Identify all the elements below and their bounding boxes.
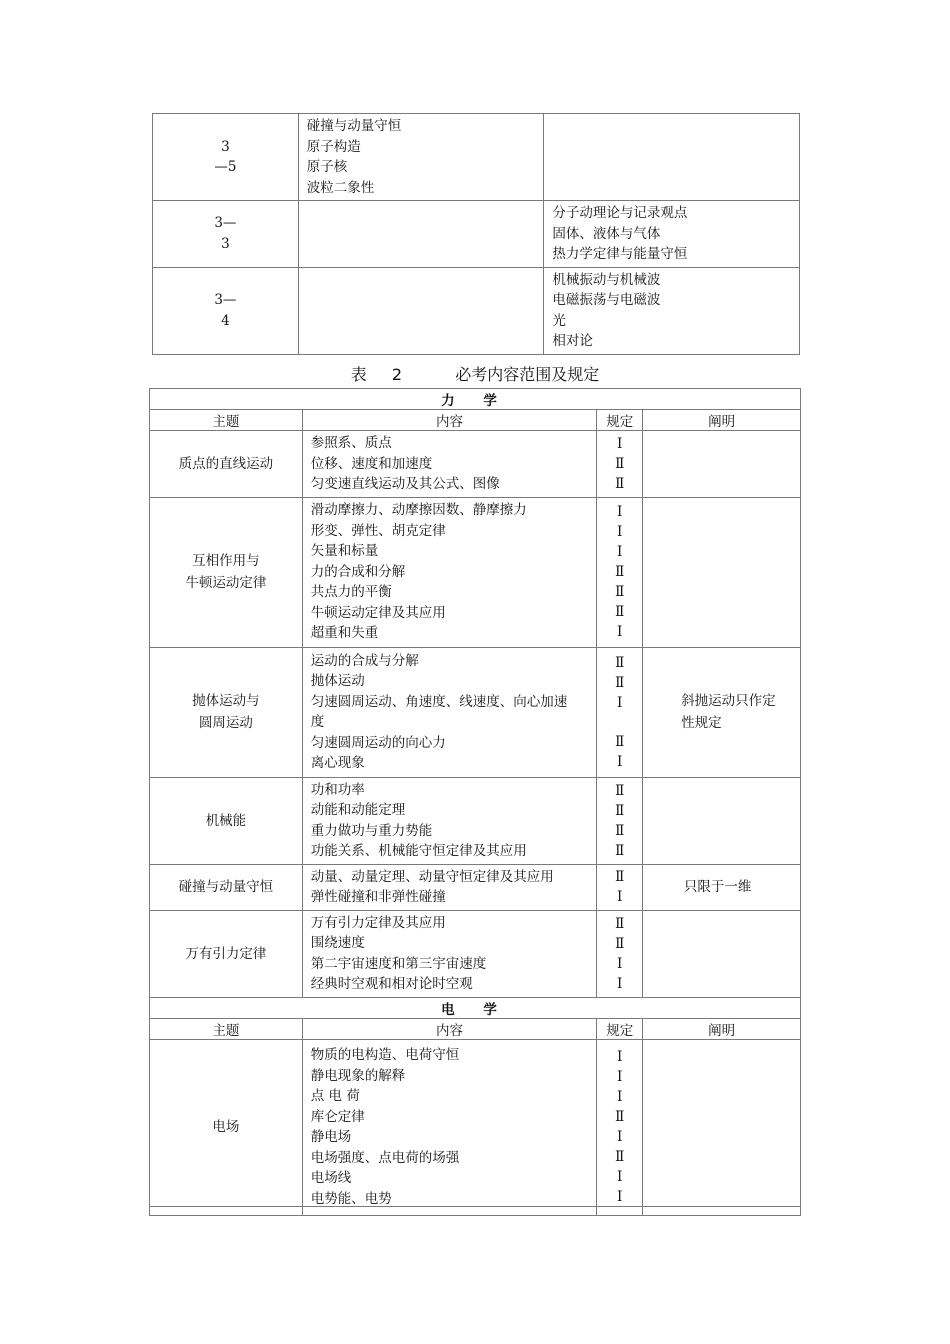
topic-cell-line: 牛顿运动定律 bbox=[185, 575, 267, 591]
content-line: 波粒二象性 bbox=[306, 179, 375, 196]
content-line: 光 bbox=[552, 312, 566, 329]
requirement-cell-line: Ⅱ bbox=[615, 455, 625, 472]
module-cell bbox=[153, 267, 299, 354]
content-cell-line: 重力做功与重力势能 bbox=[310, 822, 433, 839]
content-cell bbox=[302, 777, 597, 864]
topic-cell-line: 抛体运动与 bbox=[192, 693, 260, 709]
content-cell bbox=[298, 201, 544, 268]
requirement-cell-line: Ⅱ bbox=[615, 475, 625, 492]
requirement-cell-line: Ⅰ bbox=[617, 504, 623, 520]
requirement-cell bbox=[597, 431, 643, 498]
header-row bbox=[150, 1018, 801, 1039]
content-cell bbox=[544, 201, 800, 268]
content-cell bbox=[302, 431, 597, 498]
content-cell-line: 静电场 bbox=[310, 1129, 352, 1145]
requirement-cell bbox=[597, 647, 643, 777]
content-cell-line: 功能关系、机械能守恒定律及其应用 bbox=[310, 843, 527, 859]
section-title: 电 学 bbox=[150, 997, 801, 1018]
requirement-cell-line: Ⅰ bbox=[617, 544, 623, 560]
requirement-cell-line bbox=[597, 713, 642, 732]
requirement-cell-line: Ⅱ bbox=[615, 915, 625, 932]
content-cell-line: 万有引力定律及其应用 bbox=[310, 914, 446, 931]
requirement-cell-line: Ⅰ bbox=[617, 1049, 623, 1065]
content-cell bbox=[302, 1039, 597, 1215]
content-cell-line: 电场线 bbox=[310, 1170, 352, 1186]
note-cell bbox=[643, 647, 801, 777]
requirement-cell bbox=[597, 1039, 643, 1215]
section-row bbox=[150, 389, 801, 410]
content-cell-line: 库仑定律 bbox=[310, 1108, 365, 1125]
content-cell-line: 超重和失重 bbox=[310, 625, 379, 642]
content-cell-line: 抛体运动 bbox=[310, 673, 365, 689]
requirement-cell-line: Ⅰ bbox=[617, 1169, 623, 1185]
content-cell-line: 度 bbox=[310, 714, 325, 730]
table-row bbox=[150, 1039, 801, 1215]
table-bottom-rule bbox=[149, 1206, 801, 1207]
topic-cell bbox=[150, 497, 303, 647]
requirement-cell-line: Ⅱ bbox=[615, 604, 625, 620]
table-row bbox=[153, 114, 800, 201]
content-cell-line: 矢量和标量 bbox=[310, 543, 379, 560]
content-cell-line: 匀变速直线运动及其公式、图像 bbox=[310, 476, 500, 492]
content-line: 原子核 bbox=[306, 159, 348, 175]
content-line: 碰撞与动量守恒 bbox=[306, 118, 402, 134]
module-line: 3 bbox=[221, 138, 230, 155]
content-cell-line: 第二宇宙速度和第三宇宙速度 bbox=[310, 955, 487, 972]
content-cell-line: 弹性碰撞和非弹性碰撞 bbox=[310, 889, 446, 905]
content-line: 分子动理论与记录观点 bbox=[552, 205, 688, 221]
header-topic: 主题 bbox=[150, 410, 303, 431]
requirement-cell-line: Ⅰ bbox=[617, 1069, 623, 1085]
content-cell-line: 参照系、质点 bbox=[310, 435, 392, 451]
content-cell bbox=[302, 647, 597, 777]
requirement-cell-line: Ⅱ bbox=[615, 935, 625, 952]
content-cell-line: 电势能、电势 bbox=[310, 1190, 392, 1207]
content-cell-line: 电场强度、点电荷的场强 bbox=[310, 1149, 460, 1166]
content-cell-line: 牛顿运动定律及其应用 bbox=[310, 604, 446, 621]
header-topic: 主题 bbox=[150, 1018, 303, 1039]
module-table bbox=[152, 113, 800, 355]
requirement-cell-line: Ⅰ bbox=[617, 1129, 623, 1145]
requirement-cell-line: Ⅱ bbox=[615, 654, 625, 671]
note-cell bbox=[643, 431, 801, 498]
header-requirement: 规定 bbox=[597, 1018, 643, 1039]
note-cell bbox=[643, 910, 801, 997]
content-cell-line: 离心现象 bbox=[310, 755, 365, 771]
content-cell-line: 位移、速度和加速度 bbox=[310, 455, 433, 472]
table-row bbox=[150, 864, 801, 910]
topic-cell bbox=[150, 647, 303, 777]
topic-cell bbox=[150, 864, 303, 910]
content-cell bbox=[302, 910, 597, 997]
requirement-cell-line: Ⅱ bbox=[615, 1149, 625, 1165]
content-line: 电磁振荡与电磁波 bbox=[552, 292, 661, 308]
topic-cell-line: 碰撞与动量守恒 bbox=[178, 879, 274, 895]
requirement-cell-line: Ⅱ bbox=[615, 733, 625, 750]
header-content: 内容 bbox=[302, 1018, 597, 1039]
requirement-cell-line: Ⅰ bbox=[617, 1189, 623, 1205]
requirement-cell bbox=[597, 497, 643, 647]
module-line: 3— bbox=[214, 292, 237, 308]
content-cell-line: 功和功率 bbox=[310, 781, 365, 798]
note-cell-line: 斜抛运动只作定 bbox=[681, 693, 776, 709]
content-cell-line: 静电现象的解释 bbox=[310, 1067, 406, 1084]
table-row bbox=[150, 910, 801, 997]
caption-label: 表 bbox=[350, 365, 367, 384]
table-row bbox=[150, 431, 801, 498]
requirement-cell-line: Ⅱ bbox=[615, 802, 625, 819]
note-cell bbox=[643, 864, 801, 910]
content-line: 热力学定律与能量守恒 bbox=[552, 246, 688, 262]
content-line: 相对论 bbox=[552, 333, 593, 349]
topic-cell-line: 互相作用与 bbox=[192, 553, 260, 569]
requirement-cell-line: Ⅱ bbox=[615, 842, 625, 859]
requirement-cell-line: Ⅰ bbox=[617, 955, 623, 972]
requirement-cell-line: Ⅰ bbox=[617, 889, 623, 905]
content-cell bbox=[302, 864, 597, 910]
content-cell-line: 经典时空观和相对论时空观 bbox=[310, 976, 473, 992]
content-cell bbox=[302, 497, 597, 647]
content-cell bbox=[298, 114, 544, 201]
note-cell bbox=[643, 777, 801, 864]
requirement-cell-line: Ⅰ bbox=[617, 435, 623, 452]
content-line: 机械振动与机械波 bbox=[552, 271, 661, 288]
caption-title: 必考内容范围及规定 bbox=[455, 365, 600, 384]
header-content: 内容 bbox=[302, 410, 597, 431]
content-line: 原子构造 bbox=[306, 138, 361, 155]
content-cell-line: 围绕速度 bbox=[310, 935, 365, 951]
topic-cell bbox=[150, 431, 303, 498]
module-cell bbox=[153, 201, 299, 268]
module-line: 3 bbox=[221, 235, 230, 252]
header-row bbox=[150, 410, 801, 431]
section-row bbox=[150, 997, 801, 1018]
topic-cell-line: 圆周运动 bbox=[198, 715, 253, 731]
section-title: 力 学 bbox=[150, 389, 801, 410]
content-cell-line: 物质的电构造、电荷守恒 bbox=[310, 1047, 460, 1063]
requirement-cell-line: Ⅱ bbox=[615, 584, 625, 600]
note-cell bbox=[643, 1039, 801, 1215]
content-cell-line: 匀速圆周运动的向心力 bbox=[310, 734, 446, 751]
note-cell-line: 性规定 bbox=[681, 715, 722, 731]
requirement-cell bbox=[597, 777, 643, 864]
content-cell bbox=[544, 114, 800, 201]
requirement-cell-line: Ⅰ bbox=[617, 975, 623, 992]
requirements-table bbox=[149, 388, 801, 1216]
requirement-cell-line: Ⅰ bbox=[617, 624, 623, 640]
topic-cell-line: 机械能 bbox=[205, 812, 247, 829]
module-line: 3— bbox=[214, 215, 237, 232]
requirement-cell-line: Ⅱ bbox=[615, 674, 625, 691]
table-row bbox=[150, 777, 801, 864]
content-cell-line: 动量、动量定理、动量守恒定律及其应用 bbox=[310, 868, 554, 885]
topic-cell bbox=[150, 777, 303, 864]
requirement-cell-line: Ⅱ bbox=[615, 564, 625, 580]
module-line: 4 bbox=[221, 312, 230, 329]
header-note: 阐明 bbox=[643, 410, 801, 431]
requirement-cell-line: Ⅱ bbox=[615, 869, 625, 885]
content-line: 固体、液体与气体 bbox=[552, 225, 661, 242]
topic-cell-line: 质点的直线运动 bbox=[178, 455, 274, 472]
content-cell-line: 共点力的平衡 bbox=[310, 584, 392, 601]
table-caption bbox=[0, 362, 950, 385]
note-cell-line: 只限于一维 bbox=[683, 879, 752, 895]
content-cell-line: 点 电 荷 bbox=[310, 1088, 360, 1104]
table-row bbox=[153, 267, 800, 354]
topic-cell bbox=[150, 910, 303, 997]
topic-cell-line: 电场 bbox=[212, 1119, 240, 1135]
requirement-cell-line: Ⅱ bbox=[615, 782, 625, 799]
content-cell-line: 滑动摩擦力、动摩擦因数、静摩擦力 bbox=[310, 502, 527, 519]
content-cell-line: 形变、弹性、胡克定律 bbox=[310, 522, 446, 539]
topic-cell-line: 万有引力定律 bbox=[185, 945, 267, 962]
module-cell bbox=[153, 114, 299, 201]
table-row bbox=[150, 647, 801, 777]
caption-number: 2 bbox=[391, 365, 403, 384]
table-row bbox=[153, 201, 800, 268]
content-cell bbox=[298, 267, 544, 354]
topic-cell bbox=[150, 1039, 303, 1215]
header-requirement: 规定 bbox=[597, 410, 643, 431]
requirement-cell-line: Ⅱ bbox=[615, 1109, 625, 1125]
requirement-cell-line: Ⅰ bbox=[617, 753, 623, 770]
requirement-cell-line: Ⅰ bbox=[617, 1089, 623, 1105]
requirement-cell-line: Ⅰ bbox=[617, 694, 623, 711]
requirement-cell-line: Ⅱ bbox=[615, 822, 625, 839]
content-cell bbox=[544, 267, 800, 354]
module-line: —5 bbox=[214, 159, 237, 175]
content-cell-line: 匀速圆周运动、角速度、线速度、向心加速 bbox=[310, 693, 568, 710]
content-cell-line: 运动的合成与分解 bbox=[310, 652, 419, 669]
content-cell-line: 力的合成和分解 bbox=[310, 563, 406, 580]
header-note: 阐明 bbox=[643, 1018, 801, 1039]
note-cell bbox=[643, 497, 801, 647]
table-row bbox=[150, 497, 801, 647]
requirement-cell bbox=[597, 910, 643, 997]
requirement-cell-line: Ⅰ bbox=[617, 524, 623, 540]
requirement-cell bbox=[597, 864, 643, 910]
content-cell-line: 动能和动能定理 bbox=[310, 802, 406, 818]
